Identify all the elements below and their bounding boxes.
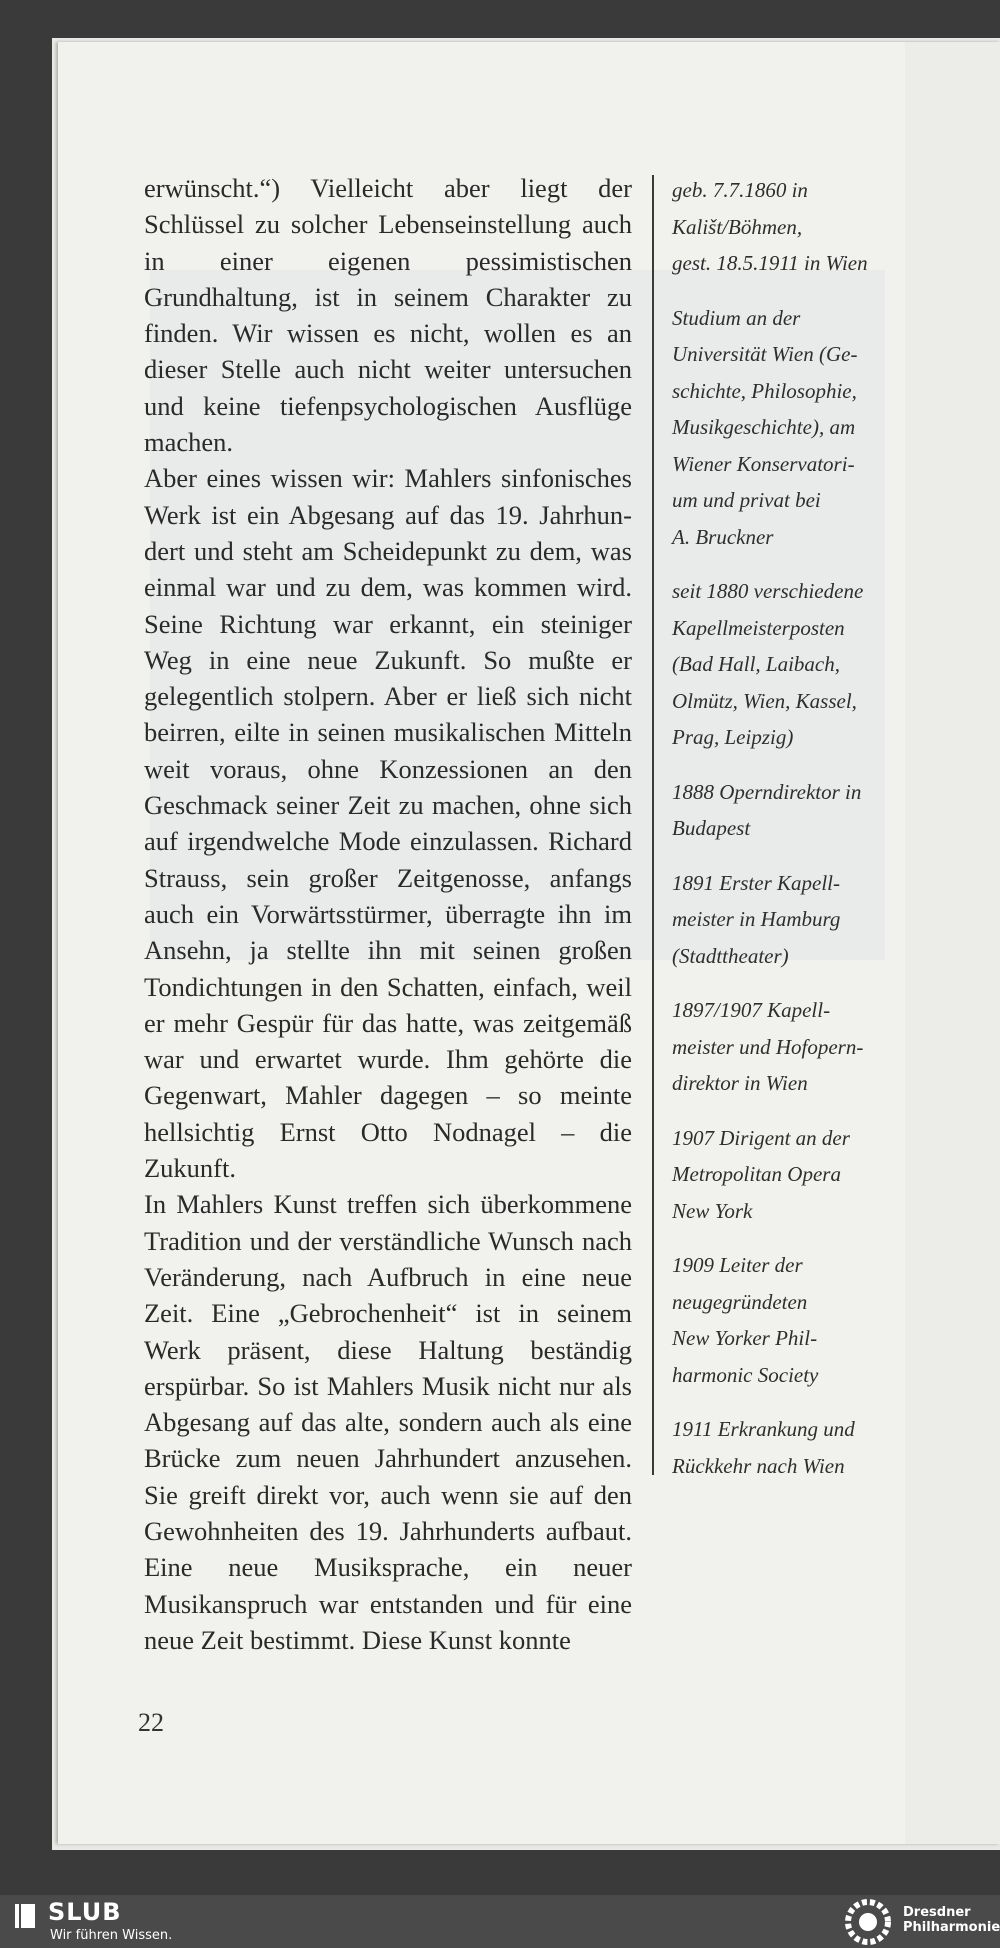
dresdner-philharmonie-name <box>903 1905 1000 1935</box>
paragraph-3: In Mahlers Kunst treffen sich überkommene Tradition und der verständliche Wunsch nach Veränderung, nach Aufbruch in eine neue Zeit. Eine „Gebrochenheit“ ist in seinem Werk präsent, diese Haltung beständig erspürbar. So ist Mahlers Musik nicht nur als Abgesang auf das alte, sondern auch als eine Brücke zum neuen Jahrhundert anzusehen. Sie greift direkt vor, auch wenn sie auf den Gewohnheiten des 19. Jahrhunderts aufbaut. Eine neue Musiksprache, ein neuer Musikanspruch war entstanden und für eine neue Zeit bestimmt. Diese Kunst konnte <box>144 1189 632 1655</box>
slub-tagline: Wir führen Wissen. <box>50 1928 173 1943</box>
partner-line-2: Philharmonie <box>903 1920 1000 1935</box>
slub-book-icon <box>14 1903 36 1929</box>
biography-sidebar <box>672 172 892 1502</box>
sidebar-entry-1880: seit 1880 verschiedene Kapellmeisterposten (Bad Hall, Laibach, Olmütz, Wien, Kassel, Prag, Leipzig) <box>672 579 864 749</box>
slub-logo-text: SLUB <box>48 1898 122 1926</box>
sidebar-entry-1909: 1909 Leiter der neugegründeten New Yorker Phil- harmonic Society <box>672 1253 819 1387</box>
partner-line-1: Dresdner <box>903 1905 971 1920</box>
dresdner-philharmonie-logo-icon <box>842 1899 894 1945</box>
footer-bar <box>0 1895 1000 1948</box>
sidebar-entry-study: Studium an der Universität Wien (Ge- schichte, Philosophie, Musikgeschichte), am Wiener Konservatori- um und privat bei A. Bruckner <box>672 305 858 549</box>
sidebar-entry-1911: 1911 Erkrankung und Rückkehr nach Wien <box>672 1417 855 1478</box>
page-number: 22 <box>138 1708 164 1737</box>
sidebar-entry-1907: 1907 Dirigent an der Metropolitan Opera New York <box>672 1125 850 1223</box>
paragraph-1: erwünscht.“) Vielleicht aber liegt der Schlüssel zu solcher Lebenseinstellung auch in einer eigenen pessimistischen Grundhaltung, ist in seinem Charakter zu finden. Wir wissen es nicht, wollen es an dieser Stelle auch nicht weiter untersuchen und keine tiefenpsychologischen Ausflüge machen. <box>144 173 632 458</box>
page-right-margin <box>905 42 1000 1844</box>
main-text-column <box>144 170 632 1658</box>
sidebar-entry-1891: 1891 Erster Kapell- meister in Hamburg (Stadttheater) <box>672 870 841 968</box>
sidebar-entry-1897: 1897/1907 Kapell- meister und Hofopern- direktor in Wien <box>672 998 864 1095</box>
column-divider <box>652 175 654 1475</box>
sidebar-entry-1888: 1888 Operndirektor in Budapest <box>672 779 862 840</box>
sidebar-entry-birth: geb. 7.7.1860 in Kališt/Böhmen, gest. 18.5.1911 in Wien <box>672 178 868 275</box>
paragraph-2: Aber eines wissen wir: Mahlers sinfonisches Werk ist ein Abgesang auf das 19. Jahrhundert und steht am Scheidepunkt zu dem, was einmal war und zu dem, was kommen wird. Seine Richtung war erkannt, ein steiniger Weg in eine neue Zukunft. So mußte er gelegentlich stolpern. Aber er ließ sich nicht beirren, eilte in seinen musikalischen Mitteln weit voraus, ohne Konzessionen an den Geschmack seiner Zeit zu machen, ohne sich auf irgendwelche Mode einzulassen. Richard Strauss, sein großer Zeitgenosse, anfangs auch ein Vorwärtsstürmer, überragte ihn im Ansehn, ja stellte ihn mit seinen großen Tondichtungen in den Schatten, einfach, weil er mehr Gespür für das hatte, was zeitgemäß war und erwartet wurde. Ihm gehörte die Gegenwart, Mahler dagegen – so meinte hellsichtig Ernst Otto Nodnagel – die Zukunft. <box>144 463 632 1184</box>
